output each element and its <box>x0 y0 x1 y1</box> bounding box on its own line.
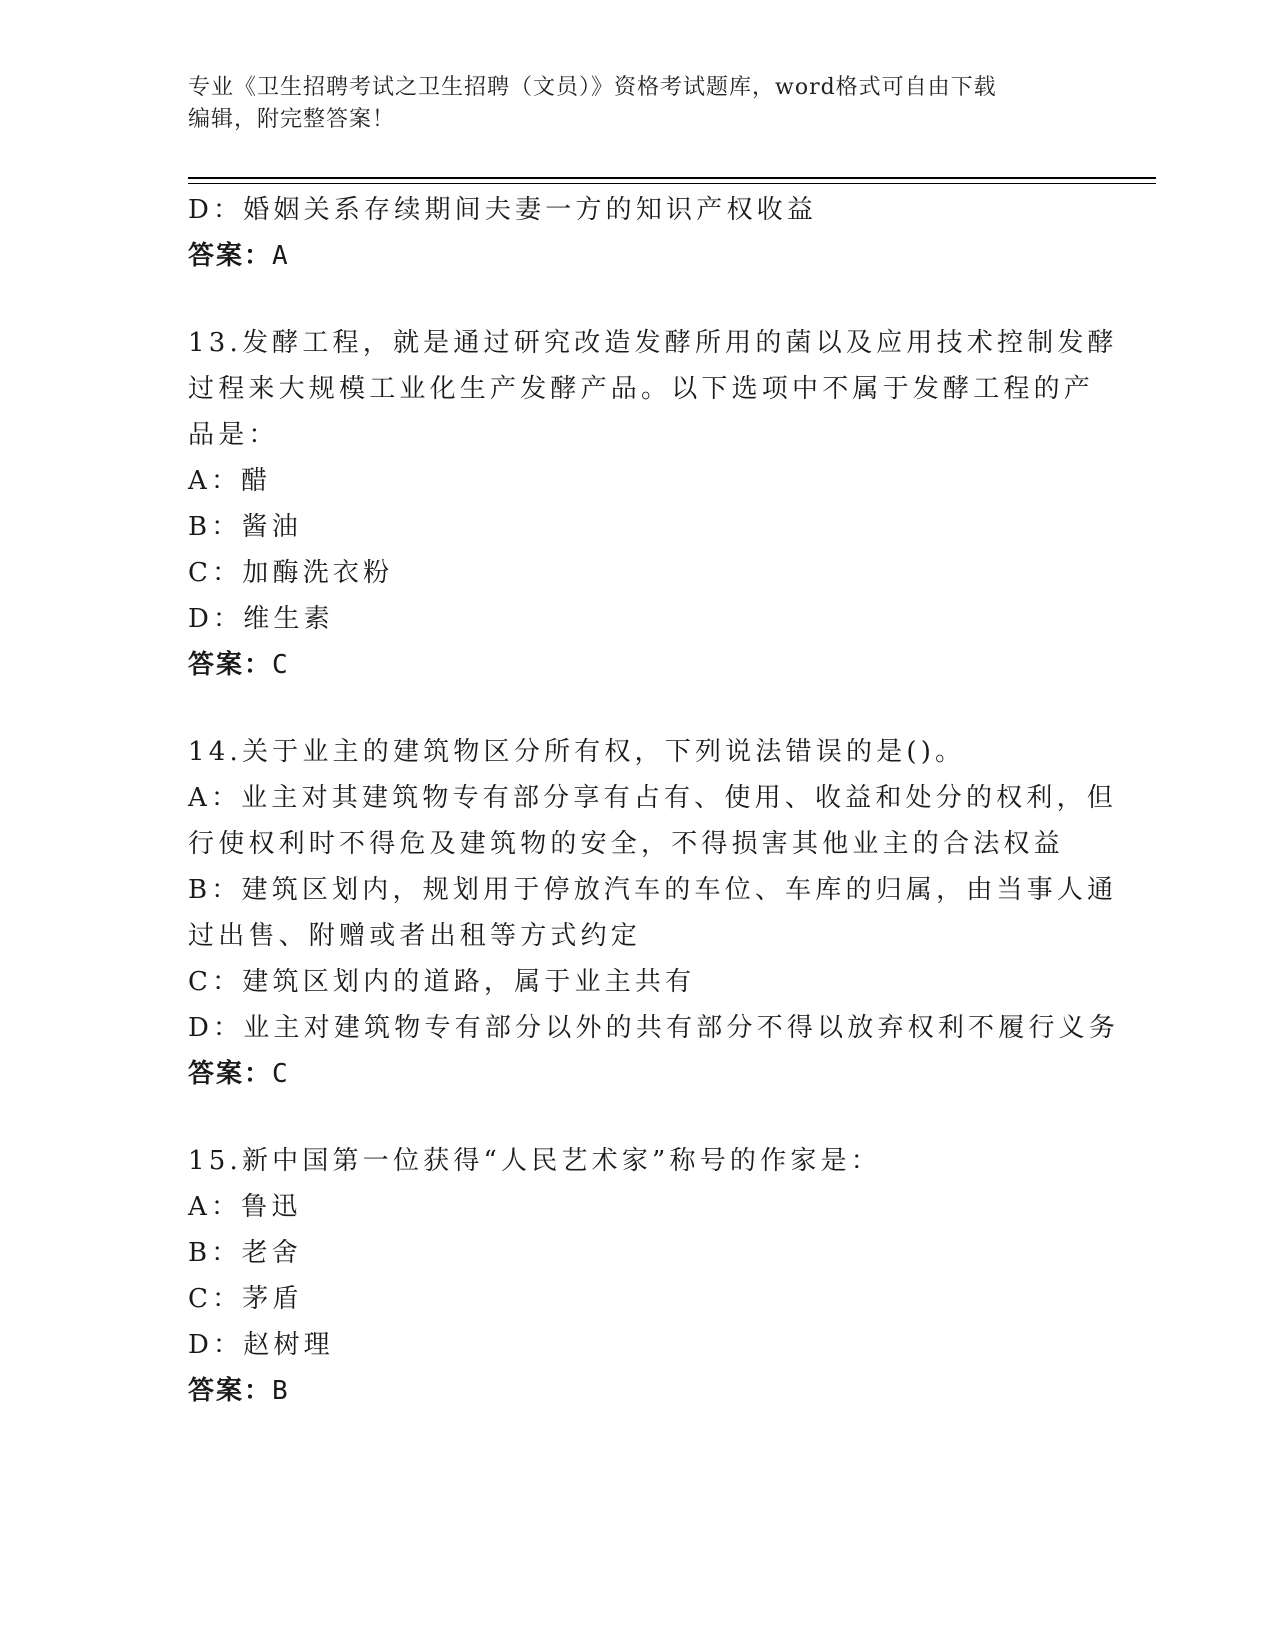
header-divider-thin <box>188 183 1156 184</box>
answer-option-line: D：赵树理 <box>188 1330 334 1360</box>
question-list <box>188 279 1120 1414</box>
answer-option-line: C：建筑区划内的道路，属于业主共有 <box>188 967 696 997</box>
answer-line <box>188 233 1088 279</box>
answer-option-line: C：茅盾 <box>188 1284 303 1314</box>
answer-option-line: B：老舍 <box>188 1238 302 1268</box>
question-spacer <box>188 688 1088 729</box>
header-line-2: 编辑，附完整答案！ <box>188 107 396 132</box>
answer-value: A <box>272 241 290 271</box>
question-stem-line: 13.发酵工程，就是通过研究改造发酵所用的菌以及应用技术控制发酵 <box>188 328 1118 358</box>
option-d-carryover: D：婚姻关系存续期间夫妻一方的知识产权收益 <box>188 195 818 225</box>
answer-label: 答案： <box>188 1059 273 1089</box>
answer-option-line: B：建筑区划内，规划用于停放汽车的车位、车库的归属，由当事人通 <box>188 875 1118 905</box>
answer-label: 答案： <box>188 241 273 271</box>
answer-option-line: D：业主对建筑物专有部分以外的共有部分不得以放弃权利不履行义务 <box>188 1013 1120 1043</box>
answer-option-line: A：醋 <box>188 466 272 496</box>
answer-line <box>188 1368 1088 1414</box>
question-block <box>188 1138 1088 1414</box>
header-line-1: 专业《卫生招聘考试之卫生招聘（文员）》资格考试题库，word格式可自由下载 <box>188 75 997 100</box>
header-divider-thick <box>188 177 1156 179</box>
answer-option-line: 行使权利时不得危及建筑物的安全，不得损害其他业主的合法权益 <box>188 829 1064 859</box>
answer-option-line: B：酱油 <box>188 512 302 542</box>
answer-option-line: C：加酶洗衣粉 <box>188 558 394 588</box>
question-content <box>188 187 1120 1414</box>
document-header <box>188 72 1068 136</box>
answer-line <box>188 642 1088 688</box>
question-stem-line: 15.新中国第一位获得“人民艺术家”称号的作家是： <box>188 1146 881 1176</box>
answer-value: C <box>272 1059 290 1089</box>
question-block <box>188 729 1120 1097</box>
answer-line <box>188 1051 1088 1097</box>
answer-option-line: A：业主对其建筑物专有部分享有占有、使用、收益和处分的权利，但 <box>188 783 1117 813</box>
answer-value: C <box>272 650 290 680</box>
answer-value: B <box>272 1376 290 1406</box>
answer-option-line: A：鲁迅 <box>188 1192 302 1222</box>
answer-label: 答案： <box>188 1376 273 1406</box>
question-stem-line: 过程来大规模工业化生产发酵产品。以下选项中不属于发酵工程的产 <box>188 374 1095 404</box>
question-stem-line: 14.关于业主的建筑物区分所有权，下列说法错误的是()。 <box>188 737 966 767</box>
question-block <box>188 320 1118 688</box>
answer-label: 答案： <box>188 650 273 680</box>
answer-option-line: 过出售、附赠或者出租等方式约定 <box>188 921 642 951</box>
question-spacer <box>188 279 1088 320</box>
answer-option-line: D：维生素 <box>188 604 334 634</box>
question-stem-line: 品是： <box>188 420 279 450</box>
question-spacer <box>188 1097 1088 1138</box>
